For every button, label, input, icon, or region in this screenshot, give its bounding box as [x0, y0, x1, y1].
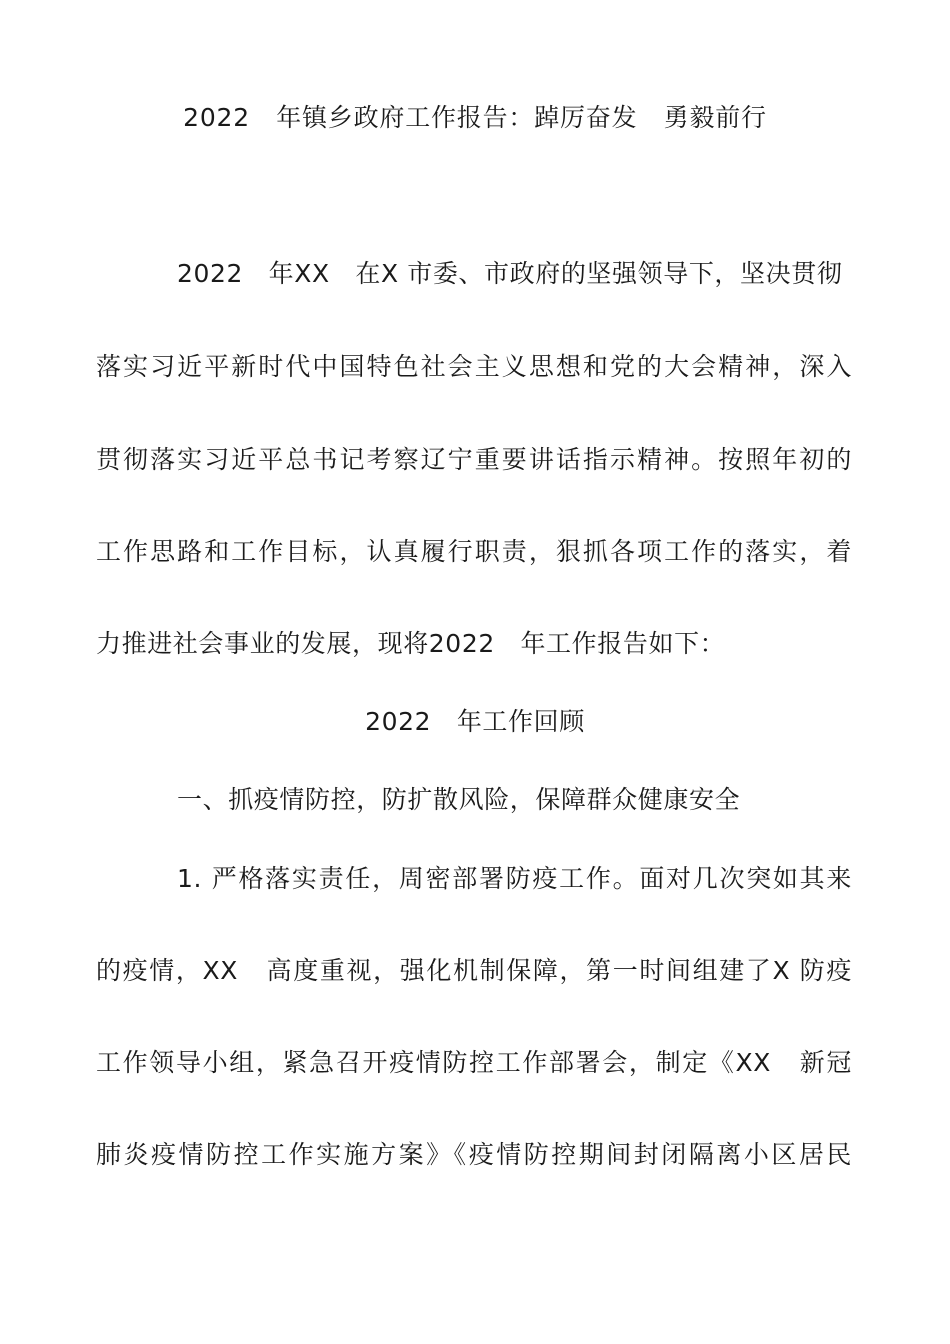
- item-1-line-2: 的疫情，XX 高度重视，强化机制保障，第一时间组建了X 防疫: [96, 956, 852, 985]
- item-1-line-4: 肺炎疫情防控工作实施方案》《疫情防控期间封闭隔离小区居民: [96, 1140, 852, 1169]
- intro-line-2: 落实习近平新时代中国特色社会主义思想和党的大会精神，深入: [96, 352, 852, 381]
- heading-1: 一、抓疫情防控，防扩散风险，保障群众健康安全: [177, 785, 741, 814]
- intro-line-5: 力推进社会事业的发展，现将2022 年工作报告如下：: [96, 629, 726, 658]
- document-title: 2022 年镇乡政府工作报告：踔厉奋发 勇毅前行: [183, 103, 767, 132]
- item-1-line-3: 工作领导小组，紧急召开疫情防控工作部署会，制定《XX 新冠: [96, 1048, 852, 1077]
- intro-line-4: 工作思路和工作目标，认真履行职责，狠抓各项工作的落实，着: [96, 537, 852, 566]
- intro-line-3: 贯彻落实习近平总书记考察辽宁重要讲话指示精神。按照年初的: [96, 445, 852, 474]
- intro-line-1: 2022 年XX 在X 市委、市政府的坚强领导下，坚决贯彻: [177, 259, 843, 288]
- item-1-line-1: 1. 严格落实责任，周密部署防疫工作。面对几次突如其来: [177, 864, 852, 893]
- section-title: 2022 年工作回顾: [365, 707, 585, 736]
